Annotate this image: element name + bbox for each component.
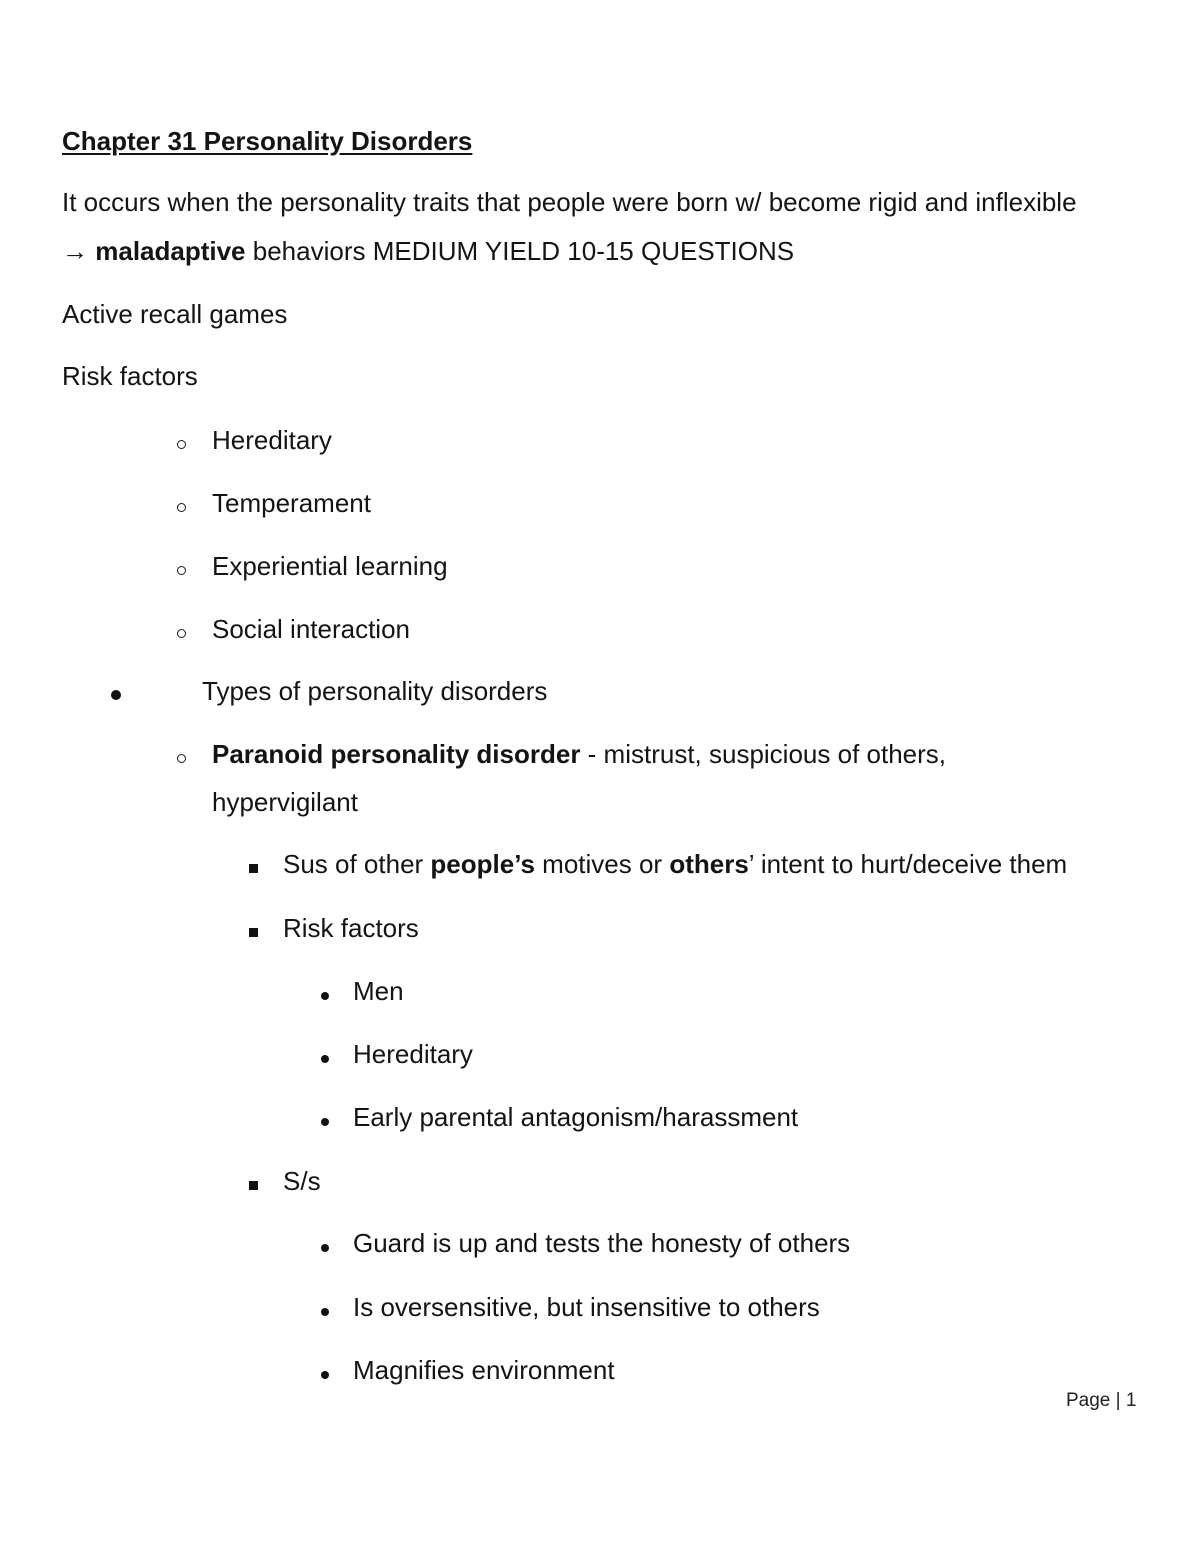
active-recall-text: Active recall games xyxy=(62,299,288,329)
list-item: Temperament xyxy=(212,488,371,518)
paranoid-risk-heading: Risk factors xyxy=(283,913,419,943)
paranoid-desc: - mistrust, suspicious of others, xyxy=(580,739,946,769)
disc-bullet-icon xyxy=(111,690,121,700)
hollow-bullet-icon xyxy=(177,566,186,575)
sus-bold-1: people’s xyxy=(430,849,535,879)
list-item: Hereditary xyxy=(212,425,332,455)
paranoid-desc-cont: hypervigilant xyxy=(212,787,358,817)
list-item: Experiential learning xyxy=(212,551,448,581)
intro-line-2 xyxy=(62,235,794,267)
list-item: Early parental antagonism/harassment xyxy=(353,1102,799,1132)
hollow-bullet-icon xyxy=(177,754,186,763)
sus-bold-2: others xyxy=(669,849,749,879)
sus-line xyxy=(283,848,1067,880)
paranoid-name: Paranoid personality disorder xyxy=(212,739,581,769)
list-item: Men xyxy=(353,976,404,1006)
list-item: Guard is up and tests the honesty of others xyxy=(353,1228,851,1258)
dot-bullet-icon xyxy=(321,1371,329,1379)
sus-part-1: Sus of other xyxy=(283,849,431,879)
arrow-symbol: → xyxy=(62,236,96,266)
list-item: Is oversensitive, but insensitive to others xyxy=(353,1292,820,1322)
page-number: Page | 1 xyxy=(1066,1390,1137,1411)
hollow-bullet-icon xyxy=(177,440,186,449)
dot-bullet-icon xyxy=(321,992,329,1000)
square-bullet-icon xyxy=(249,864,258,873)
dot-bullet-icon xyxy=(321,1244,329,1252)
sus-part-3: ’ intent to hurt/deceive them xyxy=(748,849,1068,879)
intro-line-1: It occurs when the personality traits that people were born w/ become rigid and inflexible xyxy=(62,187,1077,217)
square-bullet-icon xyxy=(249,928,258,937)
hollow-bullet-icon xyxy=(177,629,186,638)
hollow-bullet-icon xyxy=(177,503,186,512)
risk-factors-heading: Risk factors xyxy=(62,361,198,391)
dot-bullet-icon xyxy=(321,1308,329,1316)
intro-line-2-rest: behaviors MEDIUM YIELD 10-15 QUESTIONS xyxy=(245,236,795,266)
list-item: Magnifies environment xyxy=(353,1355,615,1385)
page-title: Chapter 31 Personality Disorders xyxy=(62,126,473,156)
paranoid-ss-heading: S/s xyxy=(283,1166,321,1196)
dot-bullet-icon xyxy=(321,1118,329,1126)
list-item: Hereditary xyxy=(353,1039,473,1069)
paranoid-heading xyxy=(212,738,946,770)
sus-part-2: motives or xyxy=(534,849,670,879)
intro-bold-term: maladaptive xyxy=(95,236,246,266)
square-bullet-icon xyxy=(249,1181,258,1190)
dot-bullet-icon xyxy=(321,1055,329,1063)
types-heading: Types of personality disorders xyxy=(202,676,548,706)
list-item: Social interaction xyxy=(212,614,410,644)
